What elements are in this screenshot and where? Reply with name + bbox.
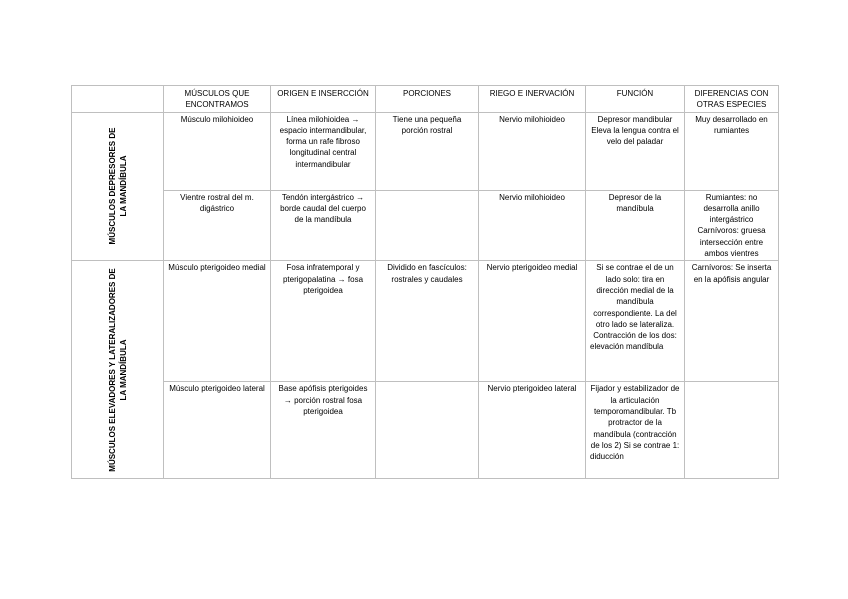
- cell-origen: Fosa infratemporal y pterigopalatina → fosa pterigoidea: [271, 261, 376, 382]
- cell-diferencias: Rumiantes: no desarrolla anillo intergástrico Carnívoros: gruesa intersección entre ambos vientres: [685, 190, 779, 261]
- cell-funcion: Depresor mandibular Eleva la lengua contra el velo del paladar: [586, 112, 685, 190]
- cell-riego: Nervio pterigoideo lateral: [479, 382, 586, 479]
- cell-porciones: Tiene una pequeña porción rostral: [376, 112, 479, 190]
- cell-musculo: Vientre rostral del m. digástrico: [164, 190, 271, 261]
- table-row: [72, 112, 779, 190]
- cell-musculo: Músculo pterigoideo lateral: [164, 382, 271, 479]
- cell-riego: Nervio milohioideo: [479, 190, 586, 261]
- table-row: [72, 382, 779, 479]
- header-blank: [72, 86, 164, 113]
- cell-origen: Línea milohioidea → espacio intermandibular, forma un rafe fibroso longitudinal central intermandibular: [271, 112, 376, 190]
- table-row: [72, 261, 779, 382]
- group-label: MÚSCULOS DEPRESORES DE LA MANDÍBULA: [107, 128, 128, 245]
- header-origen: ORIGEN E INSERCCIÓN: [271, 86, 376, 113]
- header-riego: RIEGO E INERVACIÓN: [479, 86, 586, 113]
- cell-musculo: Músculo pterigoideo medial: [164, 261, 271, 382]
- table-row: [72, 190, 779, 261]
- cell-porciones: Dividido en fascículos: rostrales y caudales: [376, 261, 479, 382]
- header-porciones: PORCIONES: [376, 86, 479, 113]
- cell-diferencias: [685, 382, 779, 479]
- header-musculos: MÚSCULOS QUE ENCONTRAMOS: [164, 86, 271, 113]
- cell-riego: Nervio milohioideo: [479, 112, 586, 190]
- header-diferencias: DIFERENCIAS CON OTRAS ESPECIES: [685, 86, 779, 113]
- cell-diferencias: Carnívoros: Se inserta en la apófisis angular: [685, 261, 779, 382]
- cell-funcion: Fijador y estabilizador de la articulación temporomandibular. Tb protractor de la mandíbula (contracción de los 2) Si se contrae 1: diducción: [586, 382, 685, 479]
- cell-riego: Nervio pterigoideo medial: [479, 261, 586, 382]
- header-funcion: FUNCIÓN: [586, 86, 685, 113]
- cell-origen: Tendón intergástrico → borde caudal del cuerpo de la mandíbula: [271, 190, 376, 261]
- group-label: MÚSCULOS ELEVADORES Y LATERALIZADORES DE LA MANDÍBULA: [107, 268, 128, 472]
- cell-musculo: Músculo milohioideo: [164, 112, 271, 190]
- cell-diferencias: Muy desarrollado en rumiantes: [685, 112, 779, 190]
- cell-origen: Base apófisis pterigoides → porción rostral fosa pterigoidea: [271, 382, 376, 479]
- cell-porciones: [376, 382, 479, 479]
- group-label-cell: [72, 112, 164, 261]
- cell-funcion: Si se contrae el de un lado solo: tira en dirección medial de la mandíbula correspondiente. La del otro lado se lateraliza. Contracción de los dos: elevación mandíbula: [586, 261, 685, 382]
- header-row: [72, 86, 779, 113]
- cell-porciones: [376, 190, 479, 261]
- group-label-cell: [72, 261, 164, 479]
- muscle-table: [71, 85, 779, 479]
- cell-funcion: Depresor de la mandíbula: [586, 190, 685, 261]
